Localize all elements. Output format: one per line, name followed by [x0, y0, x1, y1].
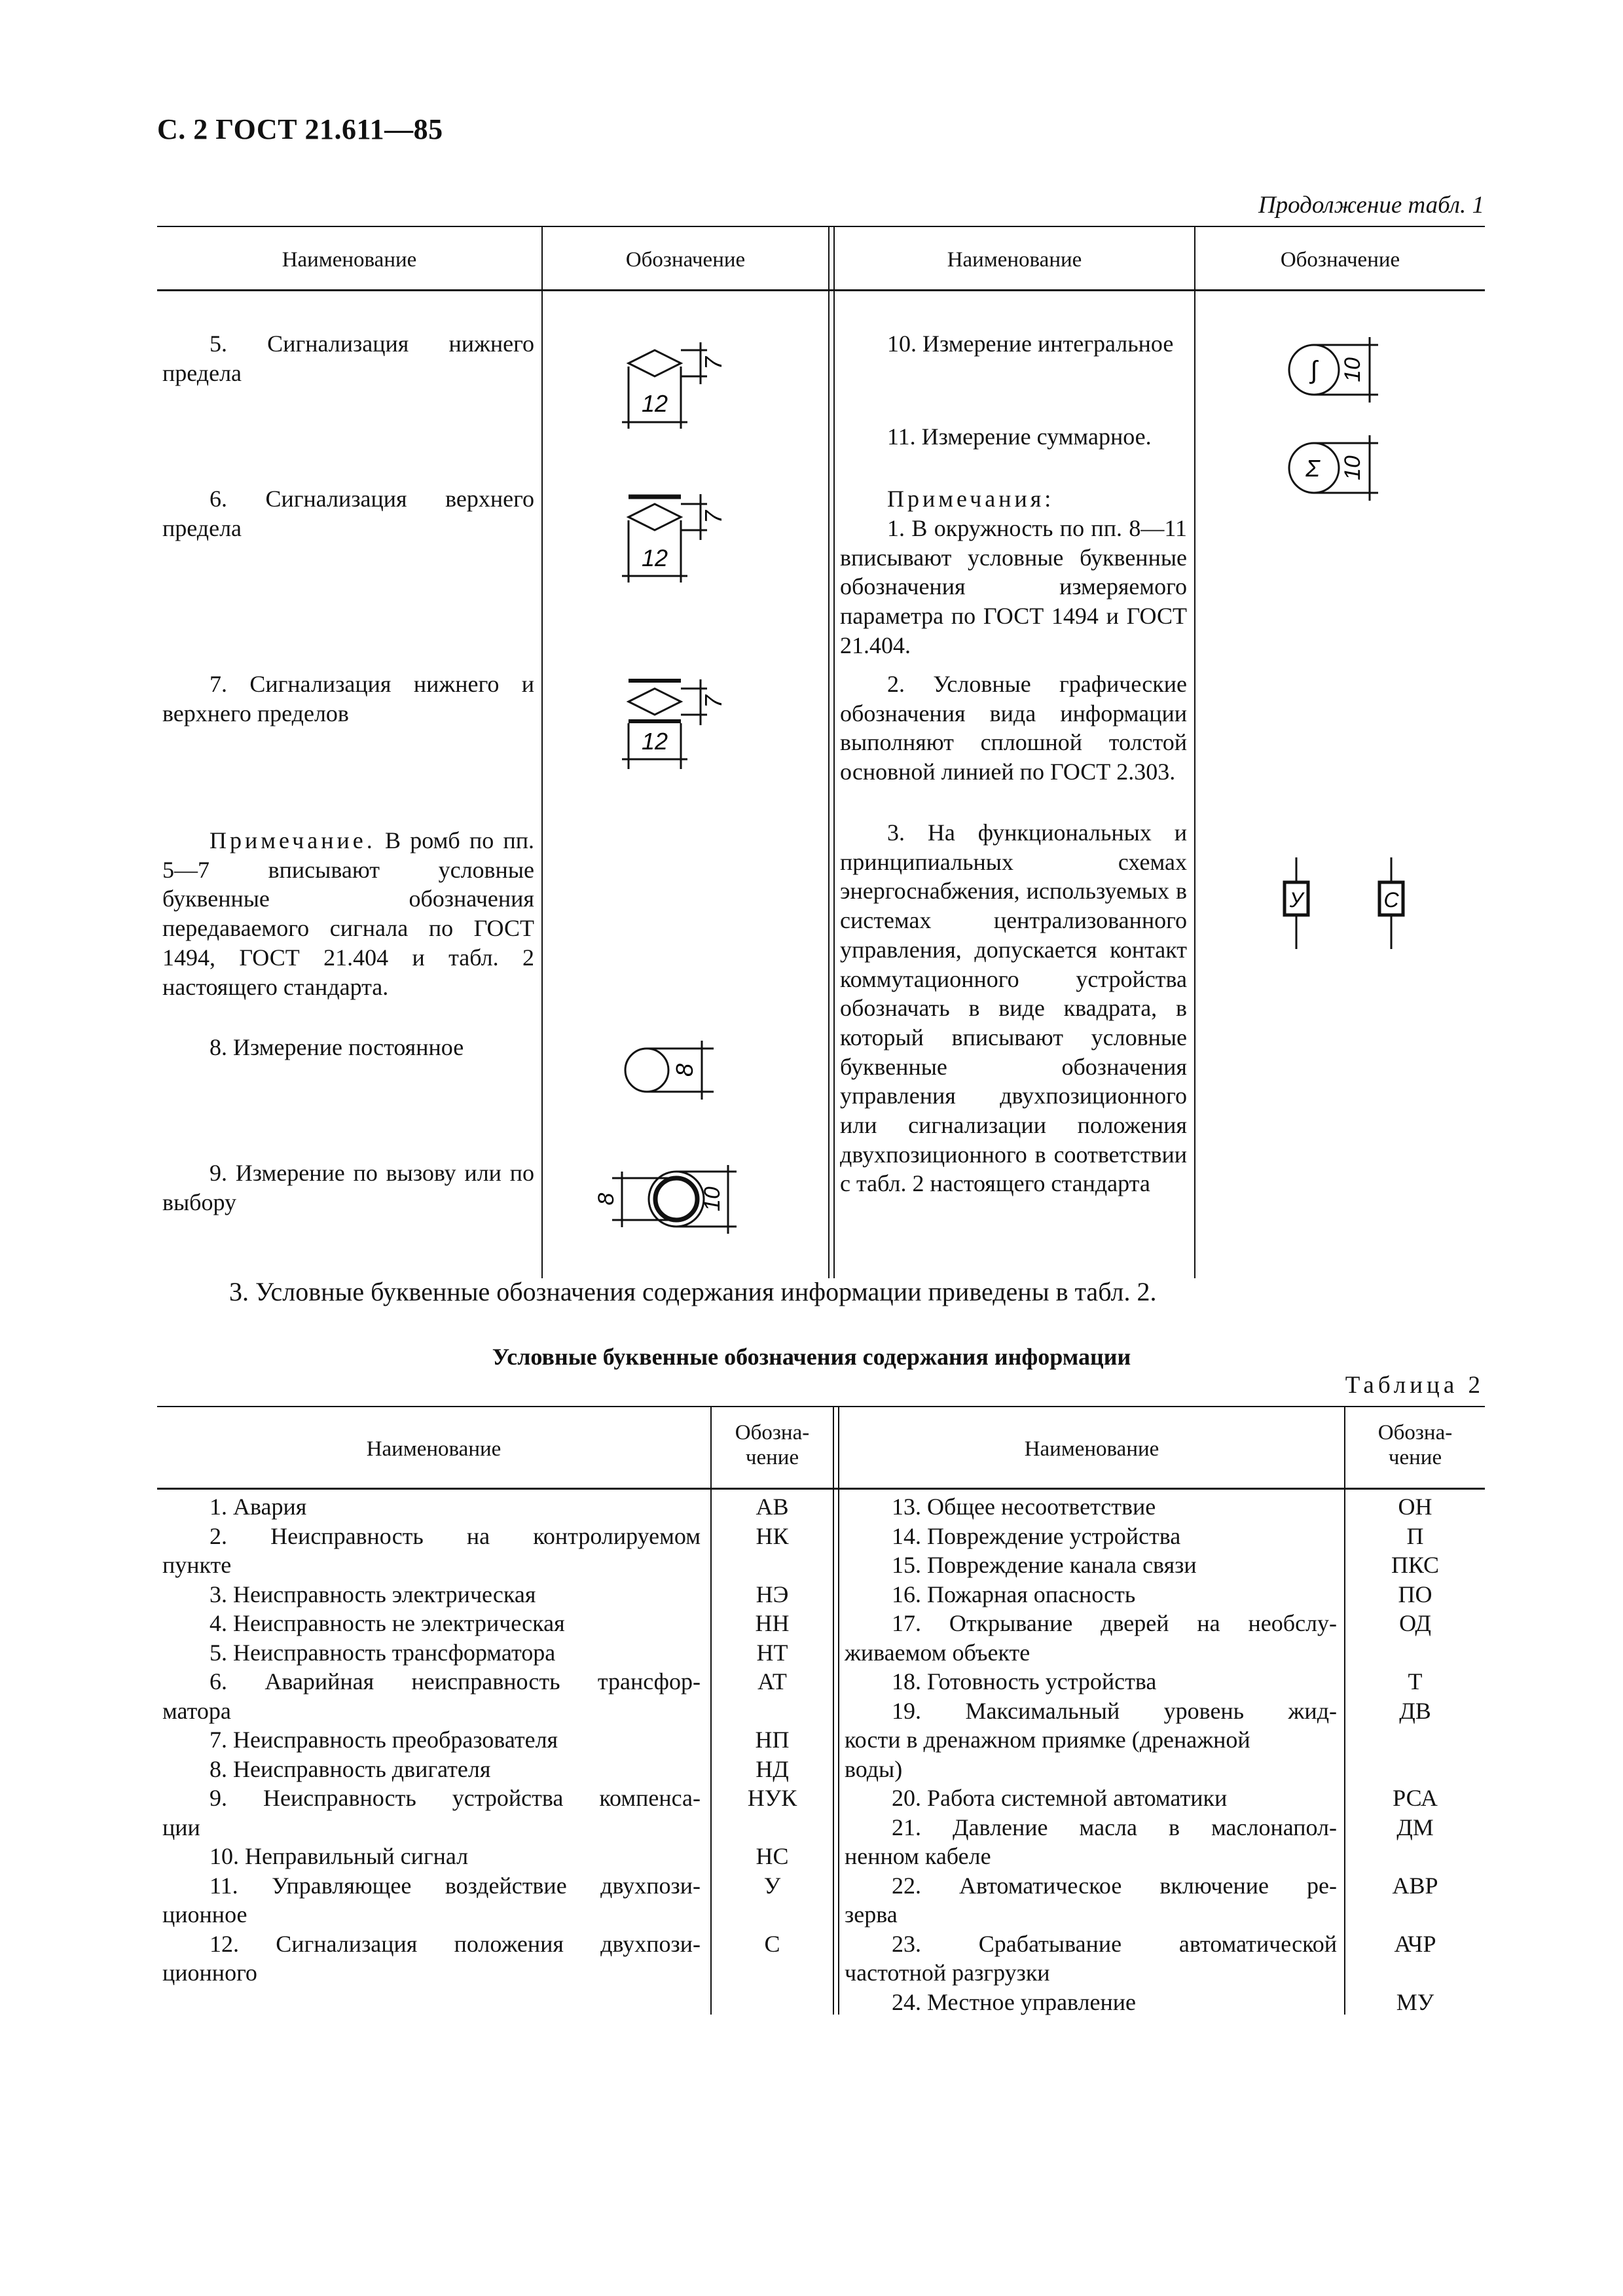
- table2-row-code: ОН: [1398, 1494, 1432, 1520]
- table2-row-text: ционное: [162, 1901, 247, 1928]
- svg-text:7: 7: [700, 510, 727, 524]
- table2-col-name-left: Наименование: [366, 1437, 501, 1461]
- table2-row-text: пункте: [162, 1552, 232, 1578]
- table2-row-code: ПО: [1398, 1581, 1432, 1607]
- table1-item-6: 6. Сигнализация верхнего предела: [162, 486, 534, 541]
- switch-contact-symbols-icon: [1264, 851, 1434, 956]
- table2-row-code: НП: [755, 1727, 790, 1753]
- table2-row-code: ОД: [1399, 1610, 1431, 1636]
- table2-row-code: НД: [756, 1755, 789, 1782]
- table2-row-text: 15. Повреждение канала связи: [892, 1552, 1197, 1578]
- table2-row-code: С: [764, 1930, 780, 1957]
- table2-row-code: МУ: [1396, 1988, 1434, 2015]
- table1-note-3: 3. На функциональных и принципиальных схемах энергоснабжения, используемых в системах централизованного управления, допускается контакт коммутационного устройства обозначать в виде квадрата, в который вписывают условные буквенные обозначения управления двухпозиционного или сигнализации положения двухпозиционного в соответствии с табл. 2 настоящего стандарта: [840, 819, 1187, 1197]
- table2-title: Условные буквенные обозначения содержания информации: [492, 1344, 1131, 1370]
- svg-text:10: 10: [700, 1187, 725, 1211]
- svg-text:∫: ∫: [1310, 357, 1318, 384]
- table2-row-text: 6. Аварийная неисправность трансфор-: [210, 1668, 701, 1695]
- svg-text:12: 12: [641, 728, 668, 755]
- table2-row-text: ционного: [162, 1960, 257, 1986]
- table2-row-text: живаемом объекте: [845, 1639, 1030, 1666]
- on-call-measurement-circle-icon: [593, 1162, 763, 1240]
- table2-row-text: 24. Местное управление: [892, 1988, 1137, 2015]
- table2-row-text: 20. Работа системной автоматики: [892, 1785, 1228, 1811]
- table1-item-9: 9. Измерение по вызову или по выбору: [162, 1160, 534, 1215]
- svg-text:С: С: [1383, 888, 1399, 912]
- table2-row-text: 19. Максимальный уровень жид-: [892, 1697, 1337, 1724]
- table2-row-text: 8. Неисправность двигателя: [210, 1755, 491, 1782]
- paragraph-3: 3. Условные буквенные обозначения содержания информации приведены в табл. 2.: [229, 1277, 1157, 1306]
- table2-row-text: 2. Неисправность на контролируемом: [210, 1522, 701, 1549]
- table2-row-text: ции: [162, 1814, 200, 1840]
- table1-note-1: 1. В окружность по пп. 8—11 вписывают условные буквенные обозначения измеряемого параметра по ГОСТ 1494 и ГОСТ 21.404.: [840, 515, 1187, 658]
- table2-row-text: 4. Неисправность не электрическая: [210, 1610, 565, 1636]
- table2-header-rule: [157, 1488, 1485, 1490]
- table2-row-code: АТ: [757, 1668, 787, 1695]
- table2-row-code: ДВ: [1399, 1697, 1431, 1724]
- table2-divider-2b: [838, 1406, 839, 2015]
- integral-measurement-icon: [1280, 337, 1411, 409]
- table2-row-code: АВР: [1392, 1872, 1438, 1899]
- svg-text:У: У: [1289, 888, 1304, 912]
- table1-divider-3: [1194, 226, 1195, 1278]
- table2-row-text: 5. Неисправность трансформатора: [210, 1639, 556, 1666]
- table2-row-text: 10. Неправильный сигнал: [210, 1843, 469, 1869]
- table2-row-text: воды): [845, 1755, 903, 1782]
- table2-row-code: ПКС: [1391, 1552, 1440, 1578]
- table2-row-code: П: [1406, 1522, 1424, 1549]
- continuation-label: Продолжение табл. 1: [1258, 192, 1484, 219]
- table1-item-11: 11. Измерение суммарное.: [887, 423, 1152, 450]
- table2-row-text: 11. Управляющее воздействие двухпози-: [210, 1872, 701, 1899]
- table2-col-name-right: Наименование: [1024, 1437, 1159, 1461]
- table2-row-code: НС: [756, 1843, 789, 1869]
- table1-note-text: В ромб по пп. 5—7 вписывают условные буквенные обозначения передаваемого сигнала по ГОСТ 1494, ГОСТ 21.404 и табл. 2 настоящего стандарта.: [162, 827, 534, 1000]
- table1-note-2: 2. Условные графические обозначения вида информации выполняют сплошной толстой основной линией по ГОСТ 2.303.: [840, 671, 1187, 785]
- table1-divider-2a: [828, 226, 830, 1278]
- table1-col-name-right: Наименование: [947, 248, 1082, 272]
- table1-note-left: [162, 826, 534, 1001]
- svg-text:10: 10: [1340, 456, 1365, 480]
- svg-text:7: 7: [700, 694, 727, 709]
- upper-limit-diamond-icon: [609, 488, 740, 586]
- table2-row-text: 22. Автоматическое включение ре-: [892, 1872, 1337, 1899]
- table1-col-symbol-right: Обозначение: [1280, 248, 1400, 272]
- table2-row-code: АЧР: [1394, 1930, 1436, 1957]
- table1-col-name-left: Наименование: [282, 248, 417, 272]
- table1-top-rule: [157, 226, 1485, 227]
- table2-col-code-left: Обозна- чение: [735, 1421, 810, 1469]
- table2-row-text: 1. Авария: [210, 1494, 307, 1520]
- lower-limit-diamond-icon: [609, 337, 740, 435]
- table2-row-code: НН: [755, 1610, 790, 1636]
- page-header: С. 2 ГОСТ 21.611—85: [157, 113, 443, 145]
- table2-row-code: НК: [756, 1522, 789, 1549]
- table2-row-text: 7. Неисправность преобразователя: [210, 1727, 558, 1753]
- svg-text:Σ: Σ: [1305, 455, 1320, 482]
- table2-label: Таблица 2: [1345, 1372, 1484, 1399]
- table1-item-7: 7. Сигнализация нижнего и верхнего пределов: [162, 671, 534, 726]
- svg-text:10: 10: [1340, 357, 1365, 382]
- svg-text:12: 12: [641, 390, 668, 417]
- table2-row-text: 9. Неисправность устройства компенса-: [210, 1785, 701, 1811]
- table2-row-text: 14. Повреждение устройства: [892, 1522, 1181, 1549]
- sum-measurement-icon: [1280, 435, 1411, 507]
- table2-row-text: 18. Готовность устройства: [892, 1668, 1157, 1695]
- svg-text:8: 8: [594, 1193, 619, 1206]
- table1-item-8: 8. Измерение постоянное: [210, 1034, 464, 1060]
- table2-row-text: матора: [162, 1697, 231, 1724]
- table2-row-code: У: [763, 1872, 781, 1899]
- table2-row-text: 17. Открывание дверей на необслу-: [892, 1610, 1337, 1636]
- table2-row-code: НТ: [756, 1639, 788, 1666]
- table2-row-text: ненном кабеле: [845, 1843, 991, 1869]
- table2-row-text: 23. Срабатывание автоматической: [892, 1930, 1337, 1957]
- table2-row-text: 21. Давление масла в маслонапол-: [892, 1814, 1337, 1840]
- table2-row-text: зерва: [845, 1901, 898, 1928]
- table2-row-code: НУК: [747, 1785, 797, 1811]
- table1-col-symbol-left: Обозначение: [625, 248, 746, 272]
- table2-row-text: 16. Пожарная опасность: [892, 1581, 1136, 1607]
- svg-text:8: 8: [671, 1063, 698, 1077]
- lower-upper-limit-diamond-icon: [609, 674, 740, 772]
- table2-top-rule: [157, 1406, 1485, 1407]
- table2-divider-2a: [833, 1406, 834, 2015]
- svg-text:12: 12: [641, 545, 668, 571]
- table1-divider-1: [541, 226, 543, 1278]
- table2-row-text: 13. Общее несоответствие: [892, 1494, 1156, 1520]
- table1-item-10: 10. Измерение интегральное: [887, 331, 1174, 357]
- table2-col-code-right: Обозна- чение: [1377, 1421, 1453, 1469]
- constant-measurement-circle-icon: [615, 1041, 746, 1113]
- table2-row-code: РСА: [1393, 1785, 1438, 1811]
- table2-row-text: 3. Неисправность электрическая: [210, 1581, 536, 1607]
- table2-row-code: НЭ: [756, 1581, 789, 1607]
- svg-text:7: 7: [700, 356, 727, 370]
- table1-divider-2b: [833, 226, 835, 1278]
- table2-row-code: АВ: [756, 1494, 789, 1520]
- table2-row-text: частотной разгрузки: [845, 1960, 1050, 1986]
- table2-row-code: ДМ: [1396, 1814, 1434, 1840]
- table2-row-code: Т: [1408, 1668, 1423, 1695]
- table1-header-rule: [157, 289, 1485, 291]
- table1-notes-title: Примечания:: [887, 486, 1055, 512]
- table2-row-text: кости в дренажном приямке (дренажной: [845, 1727, 1250, 1753]
- table1-note-lead: Примечание.: [210, 827, 376, 853]
- table2-row-text: 12. Сигнализация положения двухпози-: [210, 1930, 701, 1957]
- table1-item-5: 5. Сигнализация нижнего предела: [162, 331, 534, 386]
